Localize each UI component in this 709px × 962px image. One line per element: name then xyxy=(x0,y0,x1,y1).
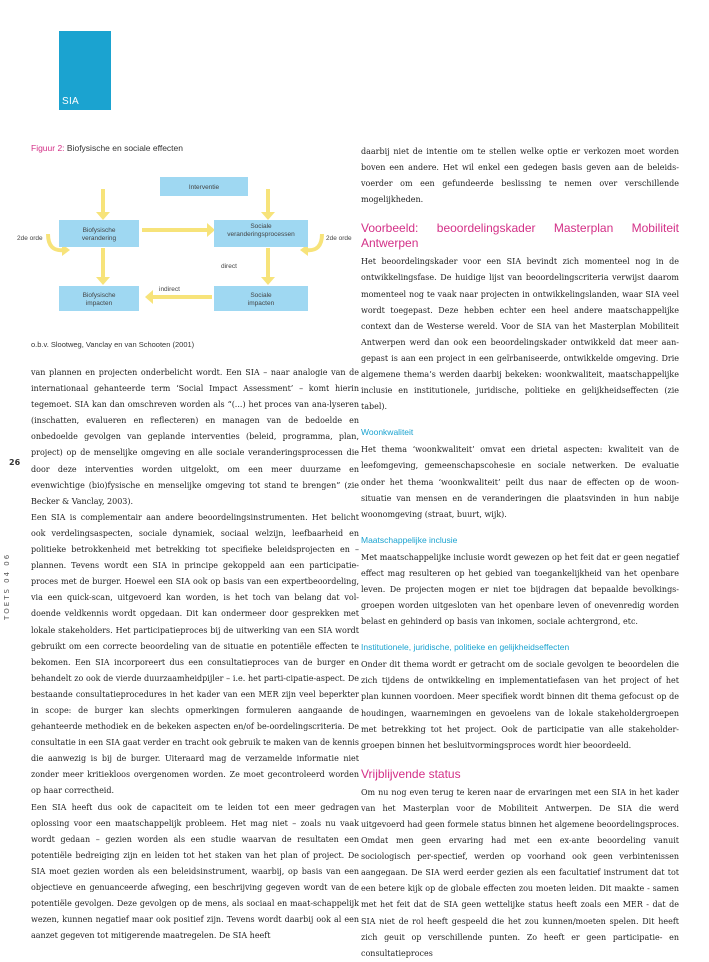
subheading-institutionele: Institutionele, juridische, politieke en gelijkheidseffecten xyxy=(361,642,570,653)
second-order-right-arrow xyxy=(306,234,322,250)
figure-title-text: Biofysische en sociale effecten xyxy=(64,143,183,153)
heading-masterplan: Voorbeeld: beoordelingskader Masterplan Mobiliteit Antwerpen xyxy=(361,221,679,251)
box-social-processes-label-2: veranderingsprocessen xyxy=(227,231,295,238)
page-number: 26 xyxy=(9,458,21,467)
arrow-bio-to-social-head xyxy=(207,223,215,237)
arrow-intervention-to-bio-shaft xyxy=(101,189,105,213)
right-paragraph-5: Om nu nog even terug te keren naar de ervaringen met een SIA in het kader van het Masterplan voor de Mobiliteit Antwerpen. De SIA die werd uitgevoerd had geen formele status binnen het algemene beoordelingsproces. Omdat men geen ervaring had met een ex-ante beoordeling vanuit sociologisch per-spectief, werden op voorhand ook geen verbintenissen aangegaan. De SIA werd eerder gezien als een facultatief instrument dat tot een betere kijk op de globale effecten zou moeten leiden. Dit maakte - samen met het feit dat de SIA geen wettelijke status heeft zoals een MER - dat de SIA niet de rol heeft gespeeld die het zou kunnen/moeten spelen. Dit heeft zich geuit op verschillende punten. Zo heeft er geen participatie- en consultatieproces xyxy=(361,787,679,958)
box-bio-impacts-label-1: Biofysische xyxy=(82,292,116,299)
impact-diagram xyxy=(14,172,358,317)
indirect-label: indirect xyxy=(159,286,180,293)
right-paragraph-2: Het thema ‘woonkwaliteit’ omvat een drietal aspecten: kwaliteit van de leefomgeving, gemeenschapscohesie en sociale netwerken. De evaluatie onder het thema ‘woonkwaliteit’ peilt dus naar de effecten op de woon-situatie van mensen en de veranderingen die plaatsvinden in hun nabije woonomgeving (straat, buurt, wijk). xyxy=(361,445,679,519)
arrow-intervention-to-social-shaft xyxy=(266,189,270,213)
box-social-processes-label-1: Sociale xyxy=(250,223,272,230)
box-social-impacts-label-2: impacten xyxy=(247,300,275,307)
arrow-intervention-to-bio-head xyxy=(96,212,110,220)
right-column xyxy=(361,144,679,962)
box-bio-impacts-label-2: impacten xyxy=(85,300,113,307)
arrow-bio-down-shaft xyxy=(101,248,105,278)
box-intervention-label: Interventie xyxy=(188,184,220,191)
right-paragraph-1: Het beoordelingskader voor een SIA bevindt zich momenteel nog in de ontwikkelingsfase. De huidige lijst van beoordelingscriteria verwijst daarom momenteel nog te vaak naar projecten in ontwikkelingslanden, waar SIA veel wordt toegepast. Deze hebben echter een heel andere maatschappelijke context dan de Westerse wereld. Voor de SIA van het Masterplan Mobiliteit Antwerpen werd dan ook een beoordelingskader ontwikkeld dat meer aan-gepast is aan een project in een geïrbaniseerde, ontwikkelde omgeving. Drie algemene thema’s werden daarbij bekeken: woonkwaliteit, maatschappelijke inclusie en institutionele, juridische, politieke en gelijkheidseffecten (zie tabel). xyxy=(361,257,679,412)
left-paragraph-1: van plannen en projecten onderbelicht wordt. Een SIA – naar analogie van de internationaal gehanteerde term ‘Social Impact Assessment’ – komt hierin tegemoet. SIA kan dan omschreven worden als “(...) het proces van ana-lyseren (inschatten, evalueren en reflecteren) en managen van de bedoelde en onbedoelde gevolgen van geplande interventies (beleid, programma, plan, project) op de menselijke omgeving en alle sociale veranderingsprocessen die door deze interventies worden uitgelokt, om een meer duurzame en evenwichtige (bio)fysische en menselijke omgeving tot stand te brengen” (zie Becker & Vanclay, 2003). xyxy=(31,368,359,506)
right-paragraph-3: Met maatschappelijke inclusie wordt gewezen op het feit dat er geen negatief effect mag resulteren op het gebied van toegankelijkheid van het openbare leven. De projecten mogen er niet toe bijdragen dat bepaalde bevolkings-groepen worden uitgesloten van het openbare leven of onevenredig worden belast en gehinderd op basis van inkomen, sociale achtergrond, etc. xyxy=(361,552,679,627)
second-order-left-label: 2de orde xyxy=(17,235,43,242)
subheading-woonkwaliteit: Woonkwaliteit xyxy=(361,427,414,438)
right-paragraph-4: Onder dit thema wordt er getracht om de sociale gevolgen te beoordelen die zich tijdens de ontwikkeling en implementatiefasen van het project of het plan kunnen voordoen. Meer specifiek wordt binnen dit thema gefocust op de houdingen, waarnemingen en gevoelens van de lokale stakeholdergroepen met betrekking tot het project. Ook de participatie van alle stakeholder-groepen binnen het besluitvormingsproces wordt hier beoordeeld. xyxy=(361,660,679,750)
arrow-social-down-shaft xyxy=(266,248,270,278)
side-label: TOETS 04 06 xyxy=(3,552,11,620)
box-social-impacts-label-1: Sociale xyxy=(250,292,272,299)
arrow-indirect-head xyxy=(145,290,153,304)
arrow-social-down-head xyxy=(261,277,275,285)
section-label: SIA xyxy=(62,96,80,107)
figure-source: o.b.v. Slootweg, Vanclay en van Schooten (2001) xyxy=(31,340,195,349)
arrow-intervention-to-social-head xyxy=(261,212,275,220)
figure-title xyxy=(31,143,183,153)
box-bio-processes-label-1: Biofysische xyxy=(82,227,116,234)
second-order-right-label: 2de orde xyxy=(326,235,352,242)
right-intro-paragraph: daarbij niet de intentie om te stellen welke optie er verkozen moet worden boven een andere. Het wil enkel een gedegen basis geven aan de beleids-voerder om een gefundeerde beslissing te nemen over verschillende mogelijkheden. xyxy=(361,147,679,205)
figure-title-lead: Figuur 2: xyxy=(31,143,65,153)
direct-label: direct xyxy=(221,263,237,270)
left-paragraph-2: Een SIA is complementair aan andere beoordelingsinstrumenten. Het belicht ook verdelingsaspecten, sociale dynamiek, sociaal welzijn, leefbaarheid en politieke betrokkenheid met betrekking tot specifieke beleidsprojecten en –plannen. Tevens wordt een SIA in principe gekoppeld aan een participatie-proces met de burger. Hoewel een SIA ook op basis van een expertbeoordeling, via een quick-scan, uitgevoerd kan worden, is het toch van belang dat vol-doende veldkennis wordt opgedaan. Dit kan ondermeer door gesprekken met lokale stakeholders. Het participatieproces bij de uitwerking van een SIA wordt gebruikt om een correcte beoordeling van de situatie en potentiële effecten te bekomen. Een SIA incorporeert dus een consultatieproces van de burger en behandelt zo ook de vierde duurzaamheidpijler – i.e. het parti-cipatie-aspect. De bestaande consultatieprocedures in het kader van een MER zijn veel beperkter in scope: de burger kan slechts opmerkingen formuleren aangaande de gehanteerde methodiek en de bekeken aspecten en/of be-oordelingscriteria. De consultatie in een SIA gaat verder en tracht ook gebruik te maken van de kennis die aanwezig is bij de burger. Uiteraard mag de verzamelde informatie niet zonder meer kritiekloos overgenomen worden. Ze moet gecontroleerd worden op haar correctheid. xyxy=(31,512,360,796)
arrow-bio-down-head xyxy=(96,277,110,285)
arrow-indirect-shaft xyxy=(152,295,212,299)
left-column xyxy=(31,365,359,944)
left-paragraph-3: Een SIA heeft dus ook de capaciteit om te leiden tot een meer gedragen oplossing voor een maatschappelijk probleem. Het mag niet – zoals nu vaak wordt gedaan – gezien worden als een studie waarvan de resultaten een potentiële bedreiging zijn en leiden tot het staken van het plan of project. De SIA moet gezien worden als een beleidsinstrument, waarbij, op basis van een objectieve en genuanceerde afweging, een beschrijving gegeven wordt van de potentiële gevolgen. Deze gevolgen op de mens, als sociaal en maat-schappelijk wezen, kunnen negatief maar ook positief zijn. Tevens wordt daarbij ook al een aanzet gegeven tot mitigerende maatregelen. De SIA heeft xyxy=(31,802,359,941)
subheading-inclusie: Maatschappelijke inclusie xyxy=(361,534,458,545)
heading-vrijblijvende-status: Vrijblijvende status xyxy=(361,766,461,781)
arrow-bio-to-social-shaft xyxy=(142,228,208,232)
box-bio-processes-label-2: verandering xyxy=(81,235,117,242)
